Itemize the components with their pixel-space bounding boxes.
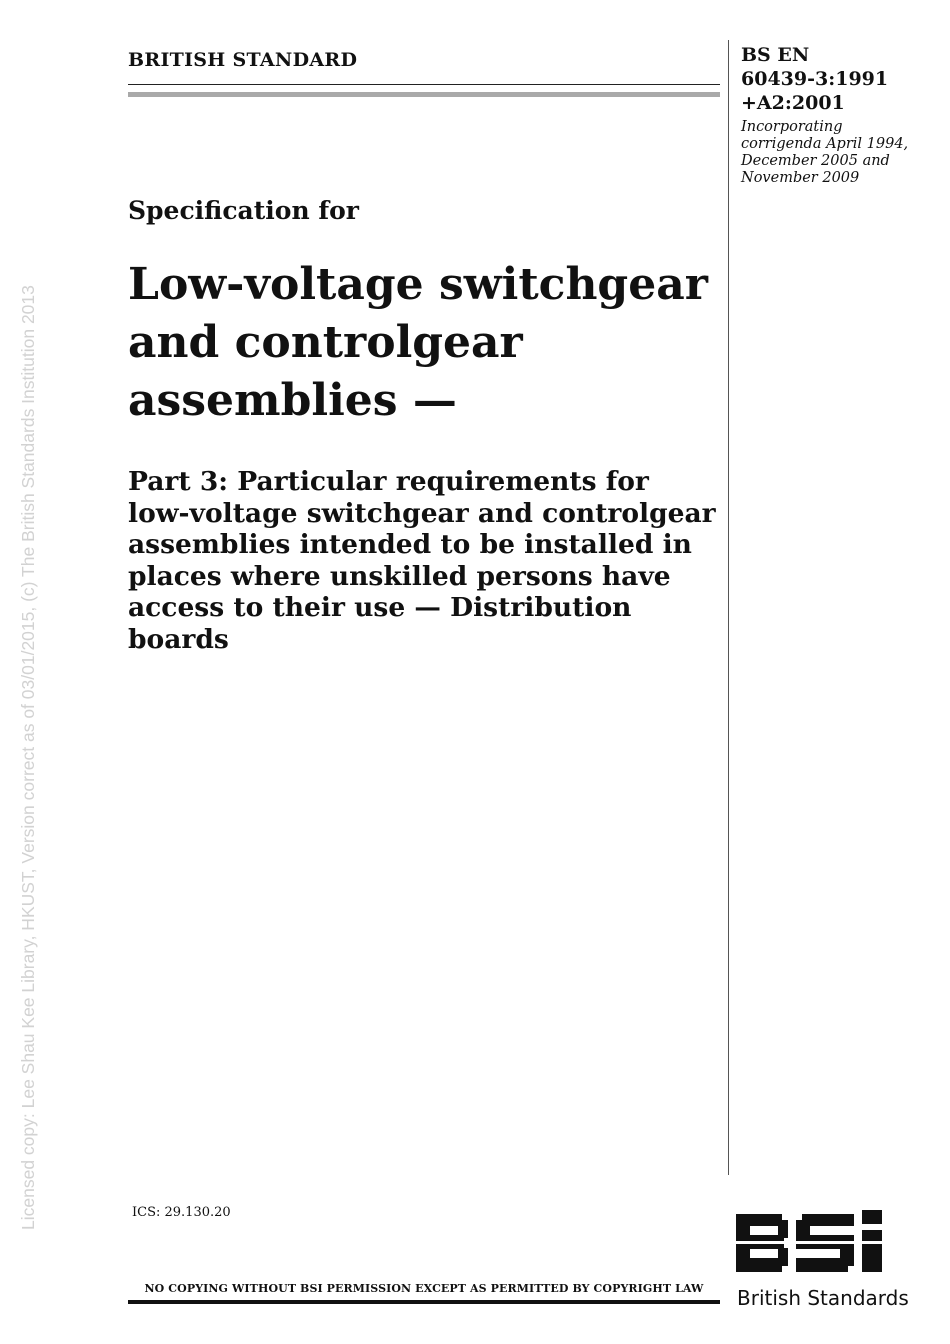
standard-number: [741, 43, 931, 115]
corrigenda-line: November 2009: [741, 170, 860, 186]
part-title-line: assemblies intended to be installed in: [128, 529, 692, 560]
part-title-line: access to their use — Distribution: [128, 592, 632, 623]
header-rule-thin: [128, 84, 720, 85]
part-title-line: places where unskilled persons have: [128, 560, 671, 592]
footer-rule: [128, 1300, 720, 1304]
main-title: [128, 256, 726, 430]
bsi-logo-icon: [736, 1208, 906, 1278]
main-title-line: Low-voltage switchgear: [128, 259, 708, 310]
spec-for-heading: Specification for: [128, 196, 359, 225]
main-title-line: assemblies —: [128, 375, 457, 426]
standard-number-line: 60439-3:1991: [741, 68, 889, 90]
part-title-line: boards: [128, 623, 229, 655]
corrigenda-note: [741, 119, 941, 187]
corrigenda-line: Incorporating: [741, 119, 843, 135]
bsi-logo-subtitle: British Standards: [737, 1286, 909, 1310]
license-watermark: Licensed copy: Lee Shau Kee Library, HKUST, Version correct as of 03/01/2015, (c) The British Standards Institution 2013: [18, 285, 38, 1230]
column-divider: [728, 40, 729, 1175]
corrigenda-line: December 2005 and: [741, 153, 890, 169]
standard-number-line: BS EN: [741, 44, 810, 66]
part-title: [128, 466, 726, 655]
corrigenda-line: corrigenda April 1994,: [741, 136, 909, 152]
main-title-line: and controlgear: [128, 317, 523, 368]
part-title-line: low-voltage switchgear and controlgear: [128, 497, 716, 529]
document-type-label: BRITISH STANDARD: [128, 49, 358, 71]
ics-code: ICS: 29.130.20: [132, 1205, 231, 1220]
header-rule-thick: [128, 92, 720, 97]
standard-number-line: +A2:2001: [741, 92, 845, 114]
copyright-notice: NO COPYING WITHOUT BSI PERMISSION EXCEPT AS PERMITTED BY COPYRIGHT LAW: [144, 1282, 704, 1295]
part-title-line: Part 3: Particular requirements for: [128, 466, 649, 497]
